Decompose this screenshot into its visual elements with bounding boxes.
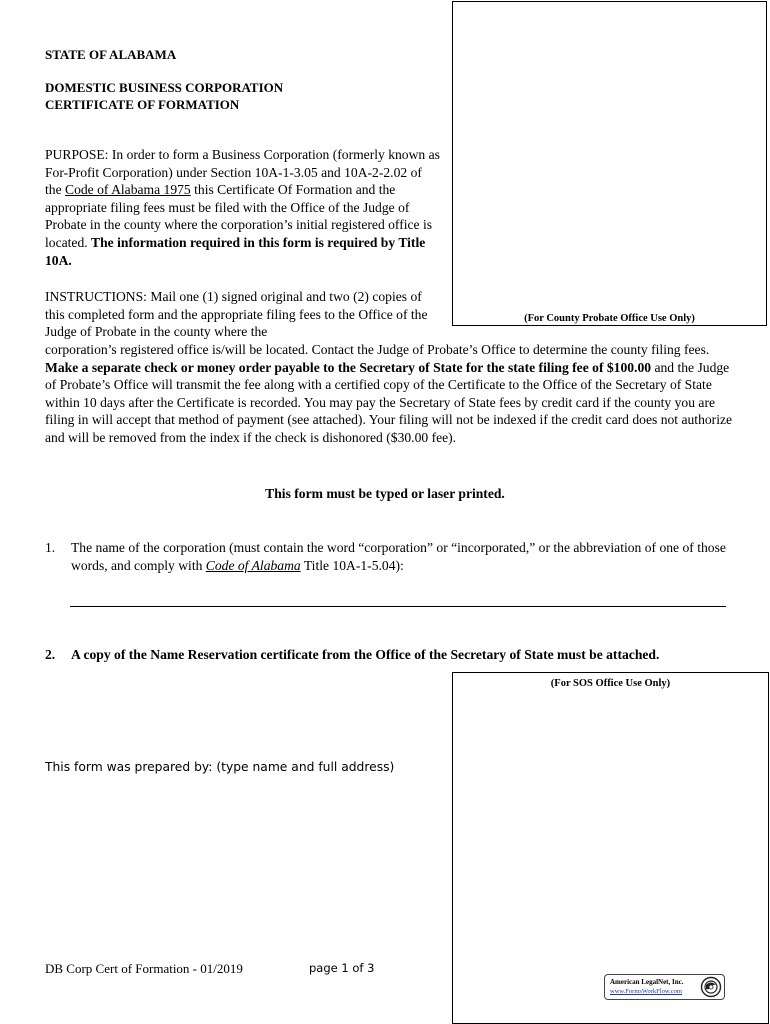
item-1-text-1: The name of the corporation (must contain the word “corporation” or “incorporated,” or the abbreviation of one of those words, and comply with [71,540,726,573]
county-probate-use-box [452,1,767,326]
logo-company-name: American LegalNet, Inc. [610,978,684,986]
item-2-number: 2. [45,647,56,662]
instructions-paragraph-rest [45,341,735,447]
form-title-line-1: DOMESTIC BUSINESS CORPORATION [45,80,284,95]
item-1 [45,539,727,574]
american-legalnet-logo [604,974,725,1000]
state-heading: STATE OF ALABAMA [45,47,177,62]
logo-url-link[interactable]: www.FormsWorkFlow.com [610,988,682,995]
item-2-text: A copy of the Name Reservation certificate from the Office of the Secretary of State must be attached. [71,647,660,662]
page-number: page 1 of 3 [309,961,375,975]
code-of-alabama-link: Code of Alabama [205,557,301,573]
code-of-alabama-1975: Code of Alabama 1975 [65,182,191,198]
county-probate-use-label: (For County Probate Office Use Only) [524,313,695,324]
instructions-text-1: corporation’s registered office is/will be located. Contact the Judge of Probate’s Office to determine the county filing fees. [45,342,710,357]
purpose-text-2: this Certificate Of Formation and the appropriate filing fees must be filed with the Office of the Judge of Probate in the county where the corporation’s initial registered office is located. [45,182,433,250]
purpose-text-1: PURPOSE: In order to form a Business Corporation (formerly known as For-Profit Corporation) under Section 10A-1-3.05 and 10A-2-2.02 of the [45,147,440,198]
purpose-required-notice: The information required in this form is required by Title 10A. [45,234,426,268]
instructions-fee-notice: Make a separate check or money order payable to the Secretary of State for the state filing fee of $100.00 [45,359,652,375]
sos-office-use-label: (For SOS Office Use Only) [550,678,671,689]
prepared-by-field[interactable]: This form was prepared by: (type name and full address) [45,760,395,774]
purpose-paragraph [45,146,440,269]
item-1-number: 1. [45,540,56,555]
instructions-paragraph-top: INSTRUCTIONS: Mail one (1) signed original and two (2) copies of this completed form and the appropriate filing fees to the Office of the Judge of Probate in the county where the [45,289,428,340]
typed-notice: This form must be typed or laser printed. [265,486,505,501]
legalnet-emblem-icon [700,976,722,998]
form-id: DB Corp Cert of Formation - 01/2019 [45,961,243,976]
item-1-text-2: Title 10A-1-5.04): [300,557,404,573]
form-title [45,79,283,113]
sos-office-use-box [452,672,769,1024]
item-2 [45,646,727,664]
corporation-name-field[interactable] [70,606,726,607]
instructions-text-2: and the Judge of Probate’s Office will transmit the fee along with a certified copy of the Certificate to the Office of the Secretary of State within 10 days after the Certificate is recorded. You may pay the Secretary of State fees by credit card if the county you are filing in will accept that method of payment (see attached). Your filing will not be indexed if the credit card does not authorize and will be removed from the index if the check is dishonored ($30.00 fee). [45,359,733,445]
form-title-line-2: CERTIFICATE OF FORMATION [45,97,240,112]
